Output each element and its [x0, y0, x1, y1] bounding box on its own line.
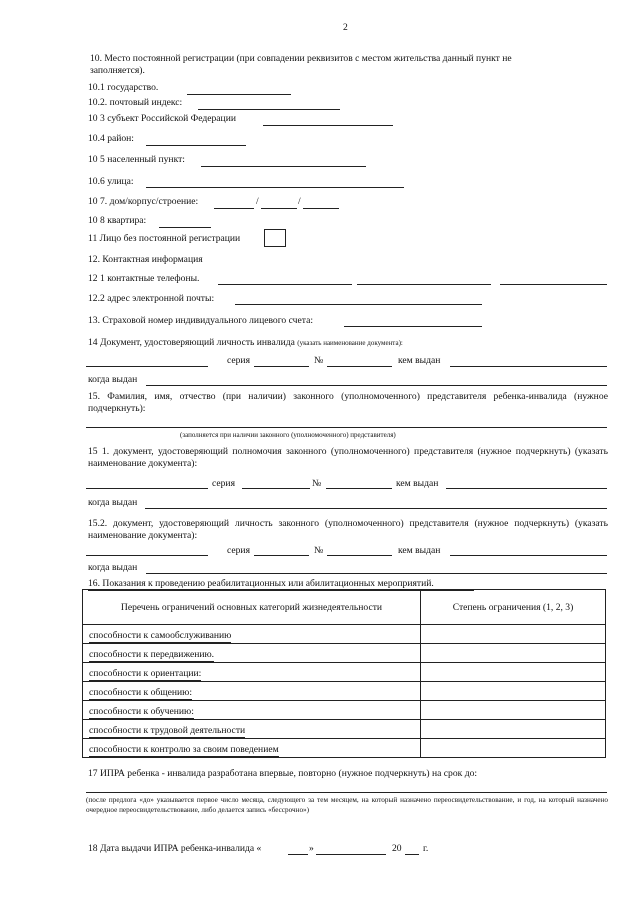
field-label-apartment: 10 8 квартира:: [88, 215, 147, 226]
field-line-phone-3[interactable]: [500, 284, 607, 285]
field-line-email[interactable]: [235, 304, 482, 305]
section-15-2-title: 15.2. документ, удостоверяющий личность законного (уполномоченного) представителя (нужное подчеркнуть) (указать наименование документа):: [88, 518, 608, 541]
house-separator-2: /: [298, 196, 301, 207]
degree-cell-communication[interactable]: [421, 682, 606, 701]
no-registration-checkbox[interactable]: [264, 229, 286, 247]
row-label-self-care-text: способности к самообслуживанию: [89, 630, 232, 641]
field-line-postal-index[interactable]: [198, 109, 340, 110]
field-line-representative-name[interactable]: [86, 427, 607, 428]
field-line-day[interactable]: [288, 854, 308, 855]
degree-cell-behavior[interactable]: [421, 739, 606, 758]
row-label-orientation-text: способности к ориентации:: [89, 668, 202, 679]
row-label-orientation: [83, 663, 421, 682]
number-label-14: №: [314, 355, 324, 366]
field-line-country[interactable]: [187, 94, 291, 95]
field-line-issued-by-15-1[interactable]: [446, 488, 607, 489]
row-label-communication: [83, 682, 421, 701]
field-label-locality: 10 5 населенный пункт:: [88, 154, 185, 165]
field-line-region-subject[interactable]: [263, 125, 393, 126]
issued-when-label-15-1: когда выдан: [88, 497, 138, 508]
field-line-number-15-2[interactable]: [327, 555, 392, 556]
field-line-locality[interactable]: [201, 166, 366, 167]
table-header-row: [83, 590, 606, 625]
field-line-issued-when-15-1[interactable]: [145, 508, 607, 509]
year-suffix: г.: [423, 843, 429, 854]
field-label-street: 10.6 улица:: [88, 176, 134, 187]
issued-by-label-15-1: кем выдан: [396, 478, 439, 489]
number-label-15-1: №: [312, 478, 322, 489]
field-line-snils[interactable]: [344, 326, 482, 327]
section-12-title: 12. Контактная информация: [88, 254, 203, 265]
table-header-degree: Степень ограничения (1, 2, 3): [421, 590, 606, 625]
section-14-note: (указать наименование документа):: [297, 339, 403, 347]
limitations-table: [82, 589, 606, 758]
table-row: [83, 625, 606, 644]
row-label-self-care: [83, 625, 421, 644]
table-row: [83, 701, 606, 720]
quote-close: »: [309, 843, 314, 854]
section-15-note: (заполняется при наличии законного (уполномоченного) представителя): [180, 431, 396, 439]
field-label-email: 12.2 адрес электронной почты:: [88, 293, 215, 304]
row-label-behavior: [83, 739, 421, 758]
house-separator-1: /: [256, 196, 259, 207]
number-label-15-2: №: [314, 545, 324, 556]
row-label-mobility: [83, 644, 421, 663]
field-line-doc-name[interactable]: [86, 366, 208, 367]
field-line-term[interactable]: [86, 792, 607, 793]
field-line-year[interactable]: [405, 854, 419, 855]
field-label-district: 10.4 район:: [88, 133, 134, 144]
section-11-label: 11 Лицо без постоянной регистрации: [88, 233, 241, 244]
field-label-postal-index: 10.2. почтовый индекс:: [88, 97, 183, 108]
table-row: [83, 682, 606, 701]
section-10-title: 10. Место постоянной регистрации (при совпадении реквизитов с местом жительства данный пункт не: [90, 53, 512, 64]
field-line-phone-1[interactable]: [218, 284, 352, 285]
section-13-label: 13. Страховой номер индивидуального лицевого счета:: [88, 315, 313, 326]
section-15-title: 15. Фамилия, имя, отчество (при наличии) законного (уполномоченного) представителя ребенка-инвалида (нужное подчеркнуть):: [88, 391, 608, 414]
field-line-issued-by-15-2[interactable]: [450, 555, 607, 556]
field-line-house[interactable]: [214, 208, 254, 209]
field-line-issued-when-14[interactable]: [146, 385, 607, 386]
field-label-phones: 12 1 контактные телефоны.: [88, 273, 200, 284]
row-label-learning: [83, 701, 421, 720]
row-label-work: [83, 720, 421, 739]
section-14-title: [88, 337, 403, 349]
field-line-structure[interactable]: [303, 208, 339, 209]
row-label-learning-text: способности к обучению:: [89, 706, 194, 717]
year-prefix: 20: [392, 843, 402, 854]
field-line-issued-by-14[interactable]: [450, 366, 607, 367]
page-number: 2: [343, 22, 348, 33]
field-line-number-15-1[interactable]: [326, 488, 392, 489]
table-row: [83, 720, 606, 739]
field-label-region-subject: 10 3 субъект Российской Федерации: [88, 113, 236, 124]
series-label-15-1: серия: [212, 478, 235, 489]
section-16-title: 16. Показания к проведению реабилитационных или абилитационных мероприятий.: [88, 578, 434, 589]
row-label-communication-text: способности к общению:: [89, 687, 193, 698]
table-header-limitations: Перечень ограничений основных категорий жизнедеятельности: [83, 590, 421, 625]
row-label-mobility-text: способности к передвижению.: [89, 649, 215, 660]
issued-when-label-14: когда выдан: [88, 374, 138, 385]
section-14-title-text: 14 Документ, удостоверяющий личность инвалида: [88, 337, 295, 348]
series-label-14: серия: [227, 355, 250, 366]
table-row: [83, 644, 606, 663]
field-line-month[interactable]: [316, 854, 386, 855]
field-line-phone-2[interactable]: [357, 284, 491, 285]
row-label-behavior-text: способности к контролю за своим поведением: [89, 744, 279, 755]
section-10-title-cont: заполняется).: [90, 65, 145, 76]
degree-cell-learning[interactable]: [421, 701, 606, 720]
degree-cell-orientation[interactable]: [421, 663, 606, 682]
table-row: [83, 663, 606, 682]
field-line-doc-name-15-1[interactable]: [86, 488, 208, 489]
degree-cell-work[interactable]: [421, 720, 606, 739]
table-row: [83, 739, 606, 758]
field-label-country: 10.1 государство.: [88, 82, 159, 93]
issued-when-label-15-2: когда выдан: [88, 562, 138, 573]
field-label-house: 10 7. дом/корпус/строение:: [88, 196, 199, 207]
issued-by-label-14: кем выдан: [398, 355, 441, 366]
field-line-series-14[interactable]: [254, 366, 309, 367]
field-line-street[interactable]: [146, 187, 404, 188]
field-line-series-15-1[interactable]: [242, 488, 310, 489]
row-label-work-text: способности к трудовой деятельности: [89, 725, 246, 736]
section-18-label: 18 Дата выдачи ИПРА ребенка-инвалида «: [88, 843, 262, 854]
field-line-doc-name-15-2[interactable]: [86, 555, 208, 556]
section-17-title: 17 ИПРА ребенка - инвалида разработана впервые, повторно (нужное подчеркнуть) на срок до:: [88, 768, 478, 779]
issued-by-label-15-2: кем выдан: [398, 545, 441, 556]
field-line-apartment[interactable]: [159, 227, 211, 228]
section-17-note: (после предлога «до» указывается первое число месяца, следующего за тем месяцем, на который назначено переосвидетельствование, и год, на который назначено очередное переосвидетельствование, либо делается запись «бессрочно»): [86, 796, 608, 814]
section-15-1-title: 15 1. документ, удостоверяющий полномочия законного (уполномоченного) представителя (нужное подчеркнуть) (указать наименование документа):: [88, 446, 608, 469]
field-line-district[interactable]: [146, 145, 246, 146]
series-label-15-2: серия: [227, 545, 250, 556]
field-line-issued-when-15-2[interactable]: [146, 573, 607, 574]
degree-cell-self-care[interactable]: [421, 625, 606, 644]
degree-cell-mobility[interactable]: [421, 644, 606, 663]
field-line-number-14[interactable]: [327, 366, 392, 367]
field-line-series-15-2[interactable]: [254, 555, 309, 556]
field-line-building[interactable]: [261, 208, 297, 209]
